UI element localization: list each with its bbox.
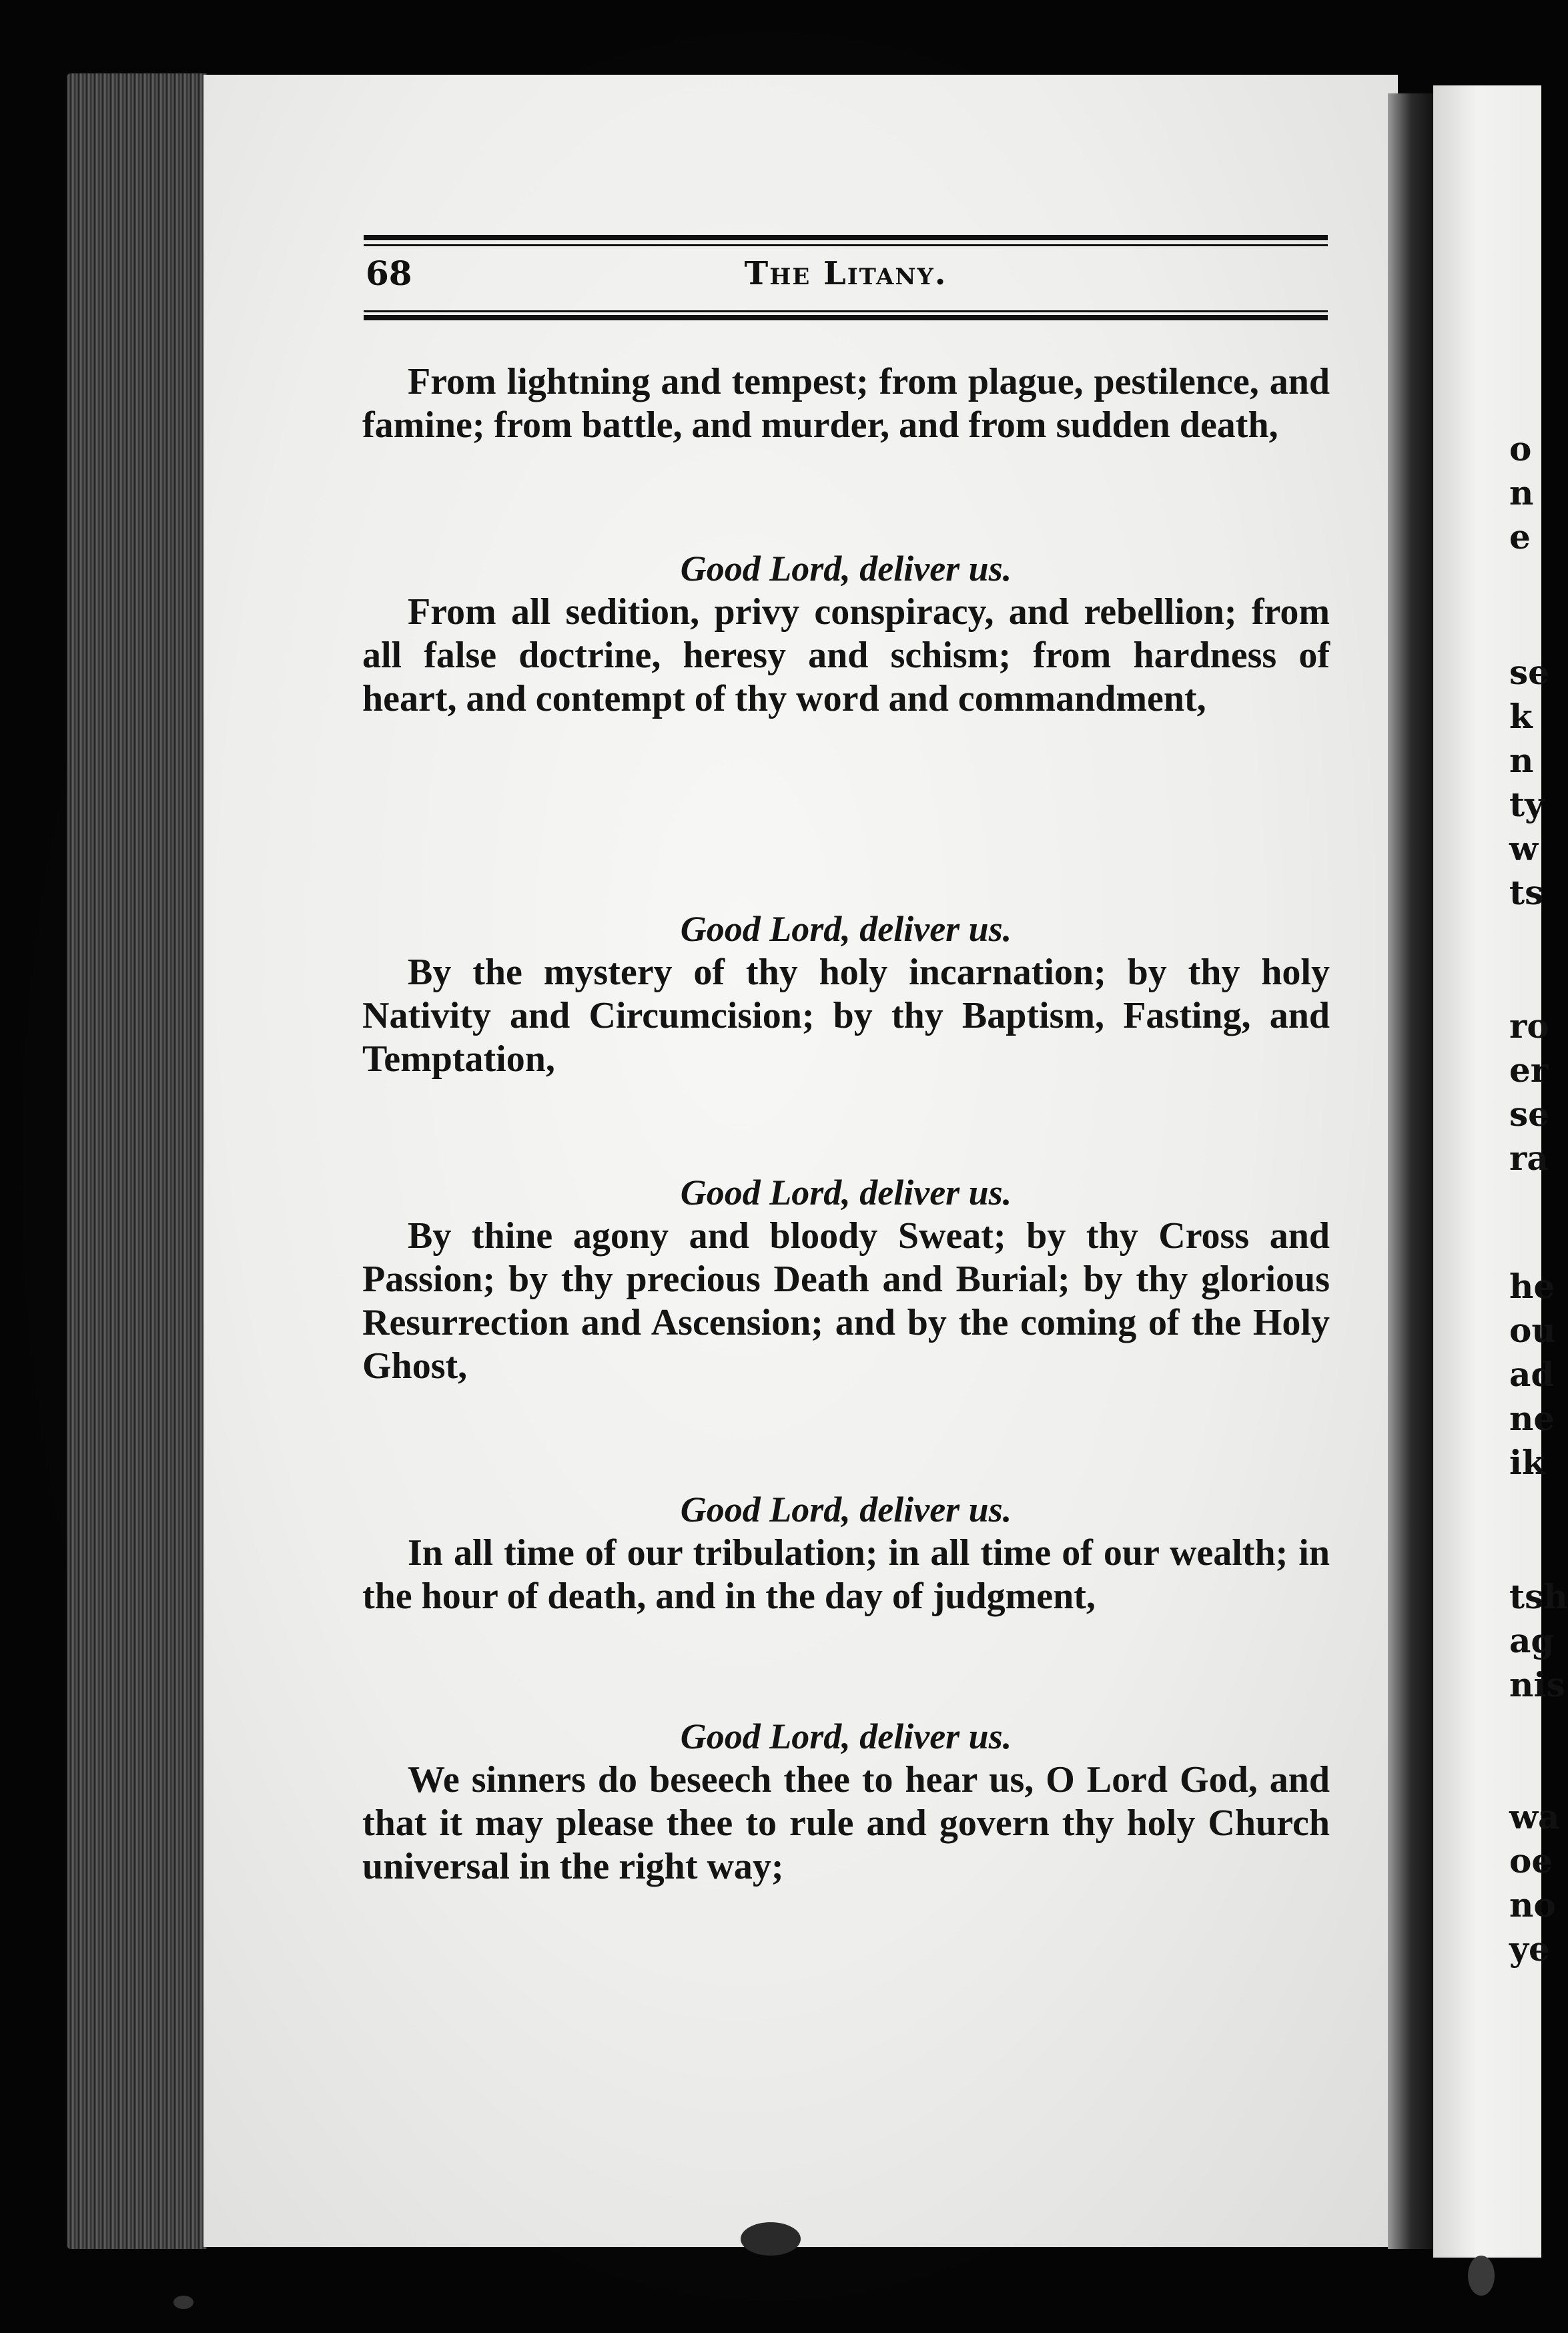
paragraph-text: By thine agony and bloody Sweat; by thy Cross and Passion; by thy precious Death and Burial; by thy glorious Resurrection and Ascension; and by the coming of the Holy Ghost,: [362, 1215, 1330, 1387]
litany-response: Good Lord, deliver us.: [680, 549, 1012, 589]
litany-response: Good Lord, deliver us.: [680, 909, 1012, 949]
facing-fragment: oe: [1509, 1841, 1553, 1881]
running-head-title: The Litany.: [744, 255, 947, 292]
facing-fragment: k: [1509, 697, 1533, 736]
facing-fragment: wa: [1509, 1797, 1560, 1837]
scan-speck: [741, 2222, 801, 2256]
litany-paragraph: [362, 1532, 1330, 1618]
facing-fragment: ne: [1509, 1399, 1555, 1438]
header-rule-bottom-thin: [364, 310, 1328, 312]
facing-fragment: ad: [1509, 1355, 1555, 1394]
facing-fragment: ts: [1509, 873, 1544, 912]
page-gutter-shadow: [1388, 93, 1435, 2249]
facing-fragment: ra: [1509, 1138, 1549, 1178]
facing-fragment: nis: [1509, 1665, 1565, 1704]
scan-speck: [1468, 2256, 1495, 2296]
litany-paragraph: [362, 591, 1330, 721]
facing-fragment: n: [1509, 741, 1534, 780]
facing-fragment: ye: [1509, 1929, 1550, 1969]
paragraph-text: From all sedition, privy conspiracy, and rebellion; from all false doctrine, heresy and schism; from hardness of heart, and contempt of thy word and commandment,: [362, 591, 1330, 719]
facing-fragment: er: [1509, 1050, 1549, 1090]
litany-paragraph: [362, 360, 1330, 447]
facing-fragment: ik: [1509, 1443, 1545, 1482]
page-number: 68: [366, 254, 412, 293]
paragraph-text: We sinners do beseech thee to hear us, O Lord God, and that it may please thee to rule and govern thy holy Church universal in the right way;: [362, 1759, 1330, 1887]
facing-fragment: ag: [1509, 1621, 1555, 1660]
litany-paragraph: [362, 1758, 1330, 1889]
facing-fragment: tsh: [1509, 1577, 1568, 1616]
facing-fragment: e: [1509, 517, 1531, 557]
header-rule-top: [364, 235, 1328, 240]
facing-fragment: o: [1509, 429, 1532, 468]
facing-fragment: se: [1509, 653, 1549, 692]
litany-response: Good Lord, deliver us.: [680, 1489, 1012, 1530]
facing-fragment: ty: [1509, 785, 1545, 824]
facing-fragment: no: [1509, 1885, 1556, 1925]
litany-response: Good Lord, deliver us.: [680, 1716, 1012, 1756]
litany-response: Good Lord, deliver us.: [680, 1173, 1012, 1213]
facing-fragment: ou: [1509, 1311, 1556, 1350]
header-rule-bottom: [364, 315, 1328, 320]
paragraph-text: From lightning and tempest; from plague, pestilence, and famine; from battle, and murder, and from sudden death,: [362, 361, 1330, 446]
facing-fragment: se: [1509, 1094, 1549, 1134]
facing-fragment: w: [1509, 829, 1539, 868]
paragraph-text: In all time of our tribulation; in all time of our wealth; in the hour of death, and in the day of judgment,: [362, 1532, 1330, 1617]
paragraph-text: By the mystery of thy holy incarnation; by thy holy Nativity and Circumcision; by thy Baptism, Fasting, and Temptation,: [362, 952, 1330, 1080]
book-spine-edge: [67, 73, 207, 2249]
facing-fragment: ro: [1509, 1006, 1549, 1046]
litany-paragraph: [362, 951, 1330, 1081]
scan-speck: [173, 2296, 193, 2309]
facing-fragment: he: [1509, 1267, 1555, 1306]
header-rule-top-thin: [364, 244, 1328, 246]
litany-paragraph: [362, 1215, 1330, 1388]
facing-fragment: n: [1509, 473, 1534, 513]
